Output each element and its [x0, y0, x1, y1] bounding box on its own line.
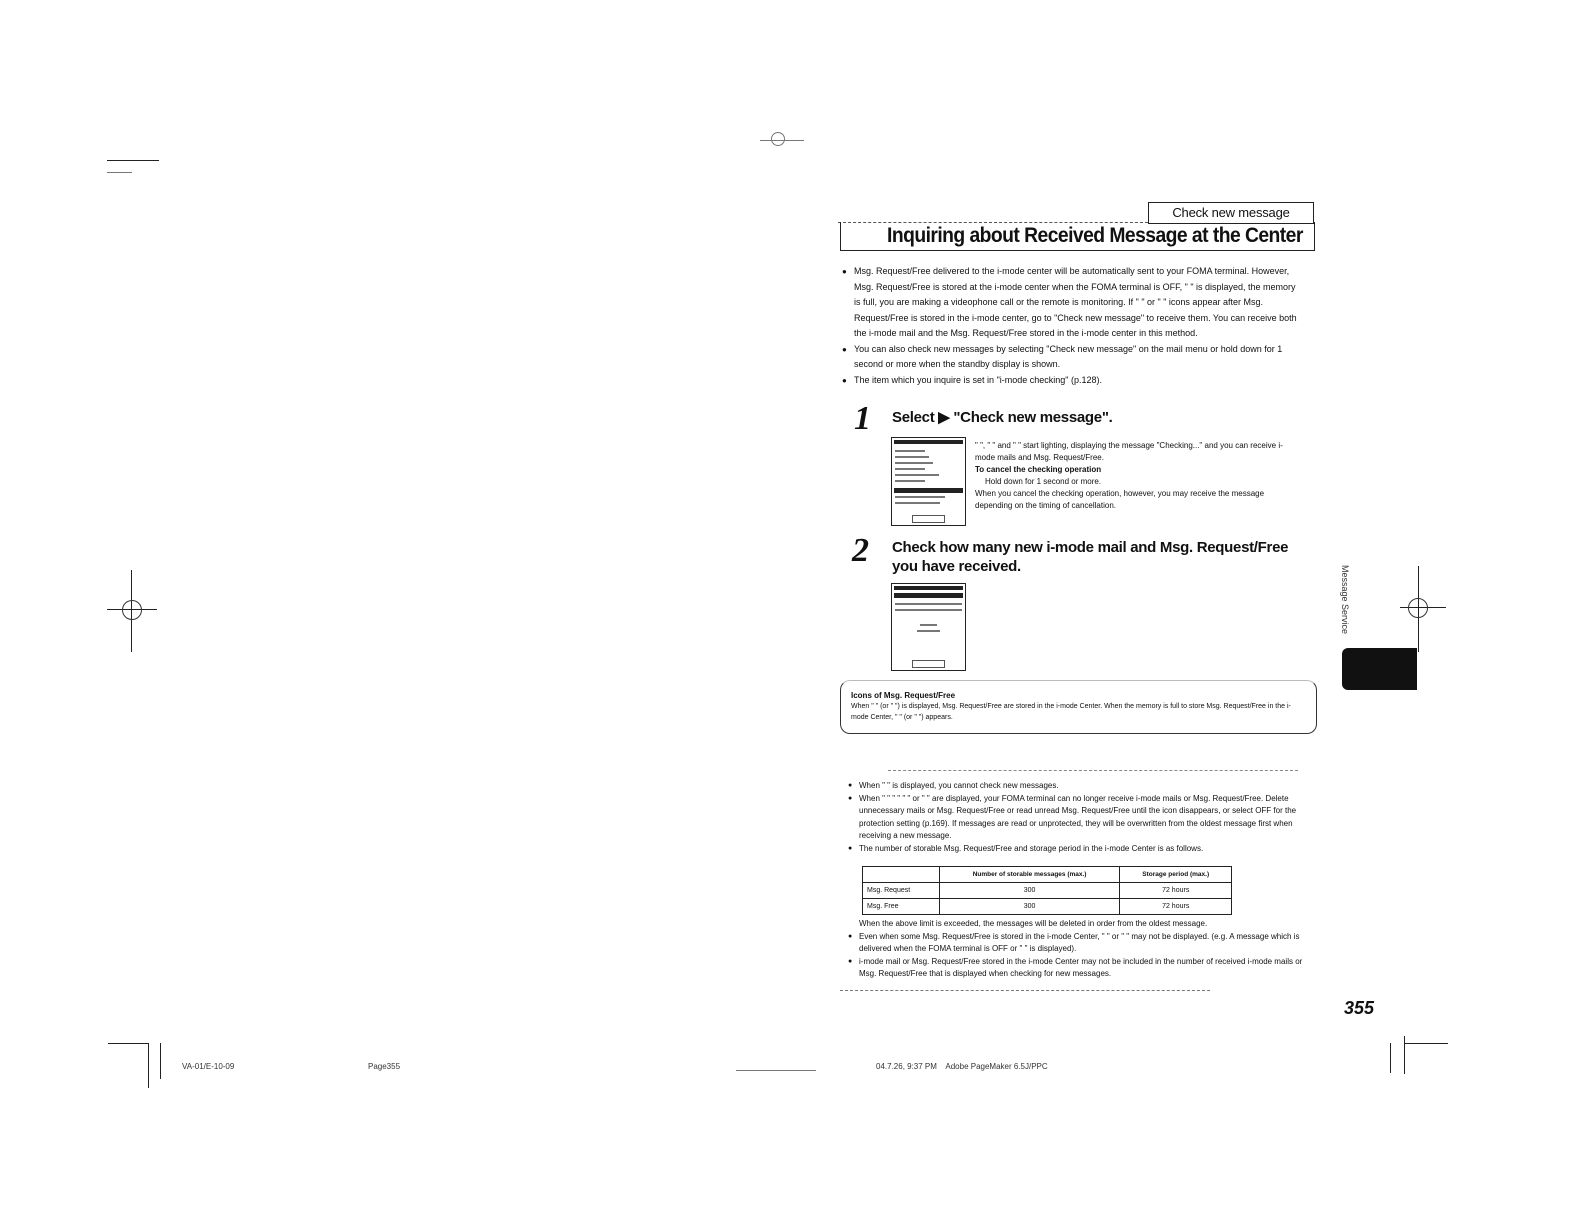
icons-box-text: When " " (or " ") is displayed, Msg. Request/Free are stored in the i-mode Center. When the memory is full to store Msg. Request/Free in the i-mode Center, " " (or " ") appears.: [851, 703, 1291, 721]
step-1-result: " ", " " and " " start lighting, displaying the message "Checking..." and you can receive i-mode mails and Msg. Request/Free.: [975, 441, 1283, 462]
table-cell: 300: [939, 899, 1120, 915]
notes-rule: [888, 770, 1298, 771]
phone-screen-step-1: [891, 437, 966, 526]
crop-mark: [760, 140, 804, 141]
bullet-item: ● You can also check new messages by selecting "Check new message" on the mail menu or hold down for 1 second or more when the standby display is shown.: [842, 342, 1302, 373]
crop-mark: [107, 172, 132, 173]
crop-mark: [160, 1043, 161, 1079]
section-thumb-tab: [1342, 648, 1417, 690]
registration-mark: [771, 132, 785, 146]
crop-mark: [1404, 1043, 1448, 1044]
page-title: Inquiring about Received Message at the Center: [887, 224, 1303, 247]
step-2-text: Check how many new i-mode mail and Msg. Request/Free you have received.: [892, 539, 1289, 575]
table-cell: Msg. Free: [863, 899, 940, 915]
section-tab: Check new message: [1148, 202, 1314, 224]
registration-mark: [1408, 598, 1428, 618]
table-row: [863, 899, 1232, 915]
icons-box-heading: Icons of Msg. Request/Free: [851, 691, 956, 700]
crop-mark: [108, 1043, 148, 1044]
note-item: ● i-mode mail or Msg. Request/Free stored in the i-mode Center may not be included in the number of received i-mode mails or Msg. Request/Free that is displayed when checking for new messages.: [848, 956, 1304, 981]
intro-bullets: [842, 264, 1302, 388]
crop-mark: [1404, 1036, 1405, 1074]
step-2-number: 2: [852, 532, 869, 569]
step-1-text: Select ▶ "Check new message".: [892, 409, 1113, 426]
page-number: 355: [1344, 998, 1375, 1018]
notes-section: [848, 780, 1304, 855]
note-item: ● When " " " " " " or " " are displayed, your FOMA terminal can no longer receive i-mode mails or Msg. Request/Free. Delete unnecessary mails or Msg. Request/Free or read unread Msg. Request/Free until the icon disappears, or select OFF for the protection setting (p.169). If messages are read or unprotected, they will be overwritten from the oldest message first when receiving a new message.: [848, 793, 1304, 843]
table-cell: 72 hours: [1120, 899, 1232, 915]
registration-mark: [122, 600, 142, 620]
footer-code: VA-01/E-10-09: [182, 1062, 235, 1071]
step-1-note: [975, 440, 1295, 512]
crop-mark: [148, 1043, 149, 1088]
cancel-note: When you cancel the checking operation, however, you may receive the message depending on the timing of cancellation.: [975, 489, 1265, 510]
footer-rule: [840, 990, 1210, 991]
side-label: Message Service: [1340, 565, 1350, 635]
footer-page-ref: Page355: [368, 1062, 401, 1071]
notes-after-table: [848, 918, 1304, 981]
table-header-row: [863, 867, 1232, 883]
crop-mark: [736, 1070, 816, 1071]
footer-print-info: 04.7.26, 9:37 PM Adobe PageMaker 6.5J/PPC: [876, 1062, 1048, 1071]
note-item: ● Even when some Msg. Request/Free is stored in the i-mode Center, " " or " " may not be displayed. (e.g. A message which is delivered when the FOMA terminal is OFF or " " is displayed).: [848, 931, 1304, 956]
storage-table: [862, 866, 1232, 915]
table-header-cell: Number of storable messages (max.): [939, 867, 1120, 883]
crop-mark: [1390, 1043, 1391, 1073]
bullet-item: ● Msg. Request/Free delivered to the i-mode center will be automatically sent to your FOMA terminal. However, Msg. Request/Free is stored at the i-mode center when the FOMA terminal is OFF, " " is displayed, the memory is full, you are making a videophone call or the remote is monitoring. If " " or " " icons appear after Msg. Request/Free is stored in the i-mode center, go to "Check new message" to receive them. You can receive both the i-mode mail and the Msg. Request/Free stored in the i-mode center in this method.: [842, 264, 1302, 342]
cancel-text: Hold down for 1 second or more.: [985, 477, 1102, 486]
table-cell: 300: [939, 883, 1120, 899]
after-table-note: When the above limit is exceeded, the messages will be deleted in order from the oldest message.: [859, 919, 1208, 928]
crop-mark: [107, 160, 159, 161]
note-item: ● The number of storable Msg. Request/Free and storage period in the i-mode Center is as follows.: [848, 843, 1304, 856]
note-item: ● When " " is displayed, you cannot check new messages.: [848, 780, 1304, 793]
table-header-cell: [863, 867, 940, 883]
table-row: [863, 883, 1232, 899]
bullet-item: ● The item which you inquire is set in "i-mode checking" (p.128).: [842, 373, 1302, 389]
phone-screen-step-2: [891, 583, 966, 671]
cancel-heading: To cancel the checking operation: [975, 465, 1102, 474]
table-cell: 72 hours: [1120, 883, 1232, 899]
step-1-number: 1: [854, 400, 871, 437]
table-header-cell: Storage period (max.): [1120, 867, 1232, 883]
table-cell: Msg. Request: [863, 883, 940, 899]
